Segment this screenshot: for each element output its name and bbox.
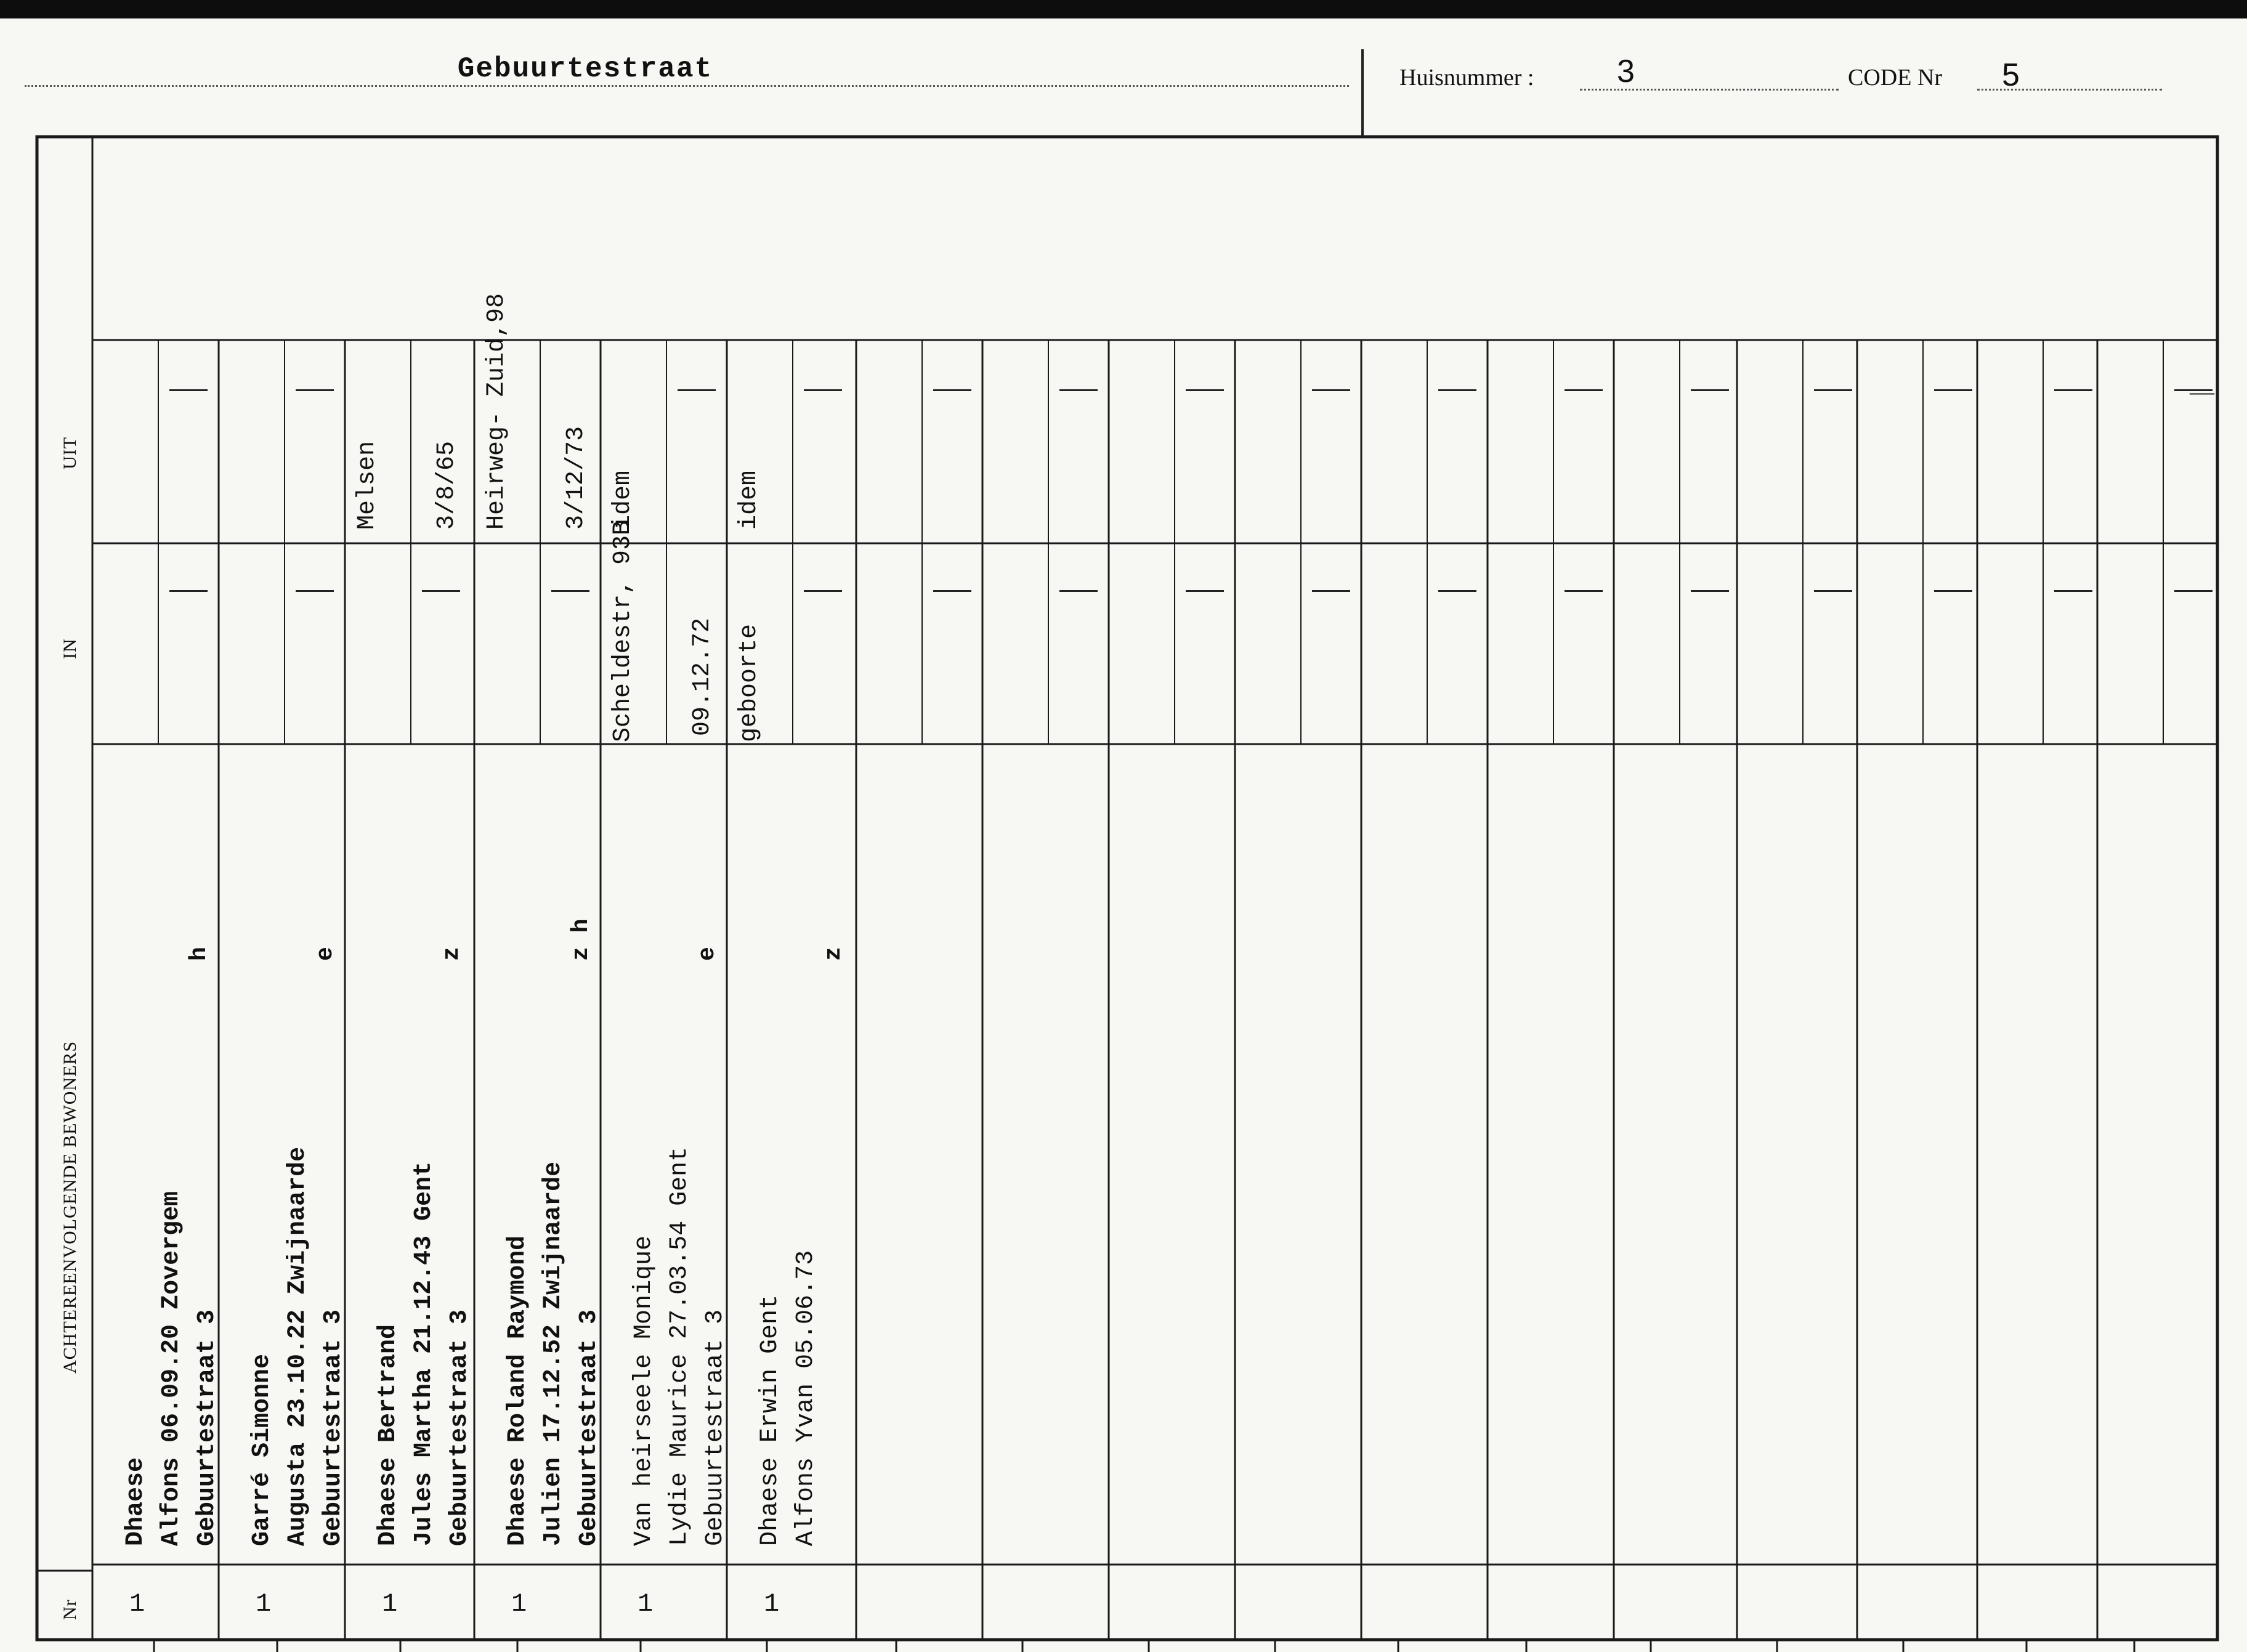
dash-mark <box>1312 389 1350 391</box>
dash-mark <box>1934 389 1972 391</box>
uit-date: 3/8/65 <box>433 440 461 530</box>
dash-mark <box>1691 389 1729 391</box>
dash-mark <box>296 389 334 391</box>
uit-section-label: UIT <box>60 437 80 469</box>
resident-name-line: Gebuurtestraat 3 <box>193 1309 221 1546</box>
dash-mark <box>933 389 971 391</box>
dash-mark <box>551 590 589 592</box>
resident-name-line: Lydie Maurice 27.03.54 Gent <box>666 1146 694 1546</box>
dash-mark <box>2174 590 2213 592</box>
bewoners-section-label: ACHTEREENVOLGENDE BEWONERS <box>60 1040 80 1374</box>
dash-mark <box>422 590 460 592</box>
resident-marker: h <box>186 947 213 961</box>
dash-mark <box>933 590 971 592</box>
resident-name-line: Dhaese Erwin Gent <box>756 1294 784 1546</box>
dash-mark <box>1059 590 1098 592</box>
dash-mark <box>1814 389 1852 391</box>
resident-nr: 1 <box>129 1589 145 1619</box>
resident-name-line: Augusta 23.10.22 Zwijnaarde <box>284 1146 312 1546</box>
resident-name-line: Dhaese <box>122 1457 150 1546</box>
resident-name-line: Gebuurtestraat 3 <box>702 1309 729 1546</box>
in-date: 09.12.72 <box>689 617 716 736</box>
dash-mark <box>2054 590 2092 592</box>
dash-mark <box>1059 389 1098 391</box>
dash-mark <box>169 590 208 592</box>
resident-marker: e <box>694 947 721 961</box>
dash-glyph: — <box>2190 378 2214 405</box>
uit-date: 3/12/73 <box>562 426 590 530</box>
dash-mark <box>1438 590 1476 592</box>
dash-mark <box>2054 389 2092 391</box>
resident-name-line: Gebuurtestraat 3 <box>575 1309 603 1546</box>
dash-mark <box>804 590 842 592</box>
dash-mark <box>1186 590 1224 592</box>
dash-mark <box>1814 590 1852 592</box>
huisnummer-value: 3 <box>1617 54 1635 89</box>
resident-name-line: Jules Martha 21.12.43 Gent <box>410 1161 438 1546</box>
dash-mark <box>1438 389 1476 391</box>
uit-place: Melsen <box>354 440 381 530</box>
uit-place: idem <box>609 470 637 530</box>
resident-name-line: Gebuurtestraat 3 <box>320 1309 347 1546</box>
dash-mark <box>678 389 716 391</box>
code-value: 5 <box>2002 57 2020 93</box>
resident-name-line: Gebuurtestraat 3 <box>446 1309 474 1546</box>
dash-mark <box>804 389 842 391</box>
resident-name-line: Van heirseele Monique <box>630 1235 658 1546</box>
resident-name-line: Julien 17.12.52 Zwijnaarde <box>540 1161 567 1546</box>
uit-place: idem <box>735 470 763 530</box>
resident-nr: 1 <box>638 1589 654 1619</box>
dash-mark <box>1565 389 1603 391</box>
dash-mark <box>1186 389 1224 391</box>
resident-nr: 1 <box>256 1589 272 1619</box>
dash-mark <box>1565 590 1603 592</box>
resident-name-line: Dhaese Roland Raymond <box>504 1235 532 1546</box>
resident-nr: 1 <box>764 1589 780 1619</box>
resident-name-line: Alfons Yvan 05.06.73 <box>792 1250 820 1546</box>
resident-marker: z h <box>568 918 594 961</box>
resident-name-line: Dhaese Bertrand <box>374 1324 402 1546</box>
resident-nr: 1 <box>511 1589 527 1619</box>
resident-nr: 1 <box>382 1589 398 1619</box>
dash-mark <box>1934 590 1972 592</box>
dash-mark <box>1691 590 1729 592</box>
in-place: Scheldestr, 93B <box>609 520 637 742</box>
dash-mark <box>296 590 334 592</box>
street-name: Gebuurtestraat <box>457 53 713 85</box>
resident-marker: z <box>820 947 847 961</box>
in-section-label: IN <box>60 638 80 659</box>
resident-name-line: Alfons 06.09.20 Zovergem <box>158 1191 185 1546</box>
resident-marker: e <box>312 947 339 961</box>
resident-marker: z <box>439 947 465 961</box>
huisnummer-label: Huisnummer : <box>1399 65 1534 91</box>
dash-mark <box>1312 590 1350 592</box>
nr-section-label: Nr <box>60 1599 80 1620</box>
code-label: CODE Nr <box>1848 65 1943 91</box>
dash-mark <box>169 389 208 391</box>
in-place: geboorte <box>735 623 763 742</box>
resident-name-line: Garré Simonne <box>248 1353 276 1546</box>
uit-place: Heirweg- Zuid,98 <box>483 293 511 530</box>
